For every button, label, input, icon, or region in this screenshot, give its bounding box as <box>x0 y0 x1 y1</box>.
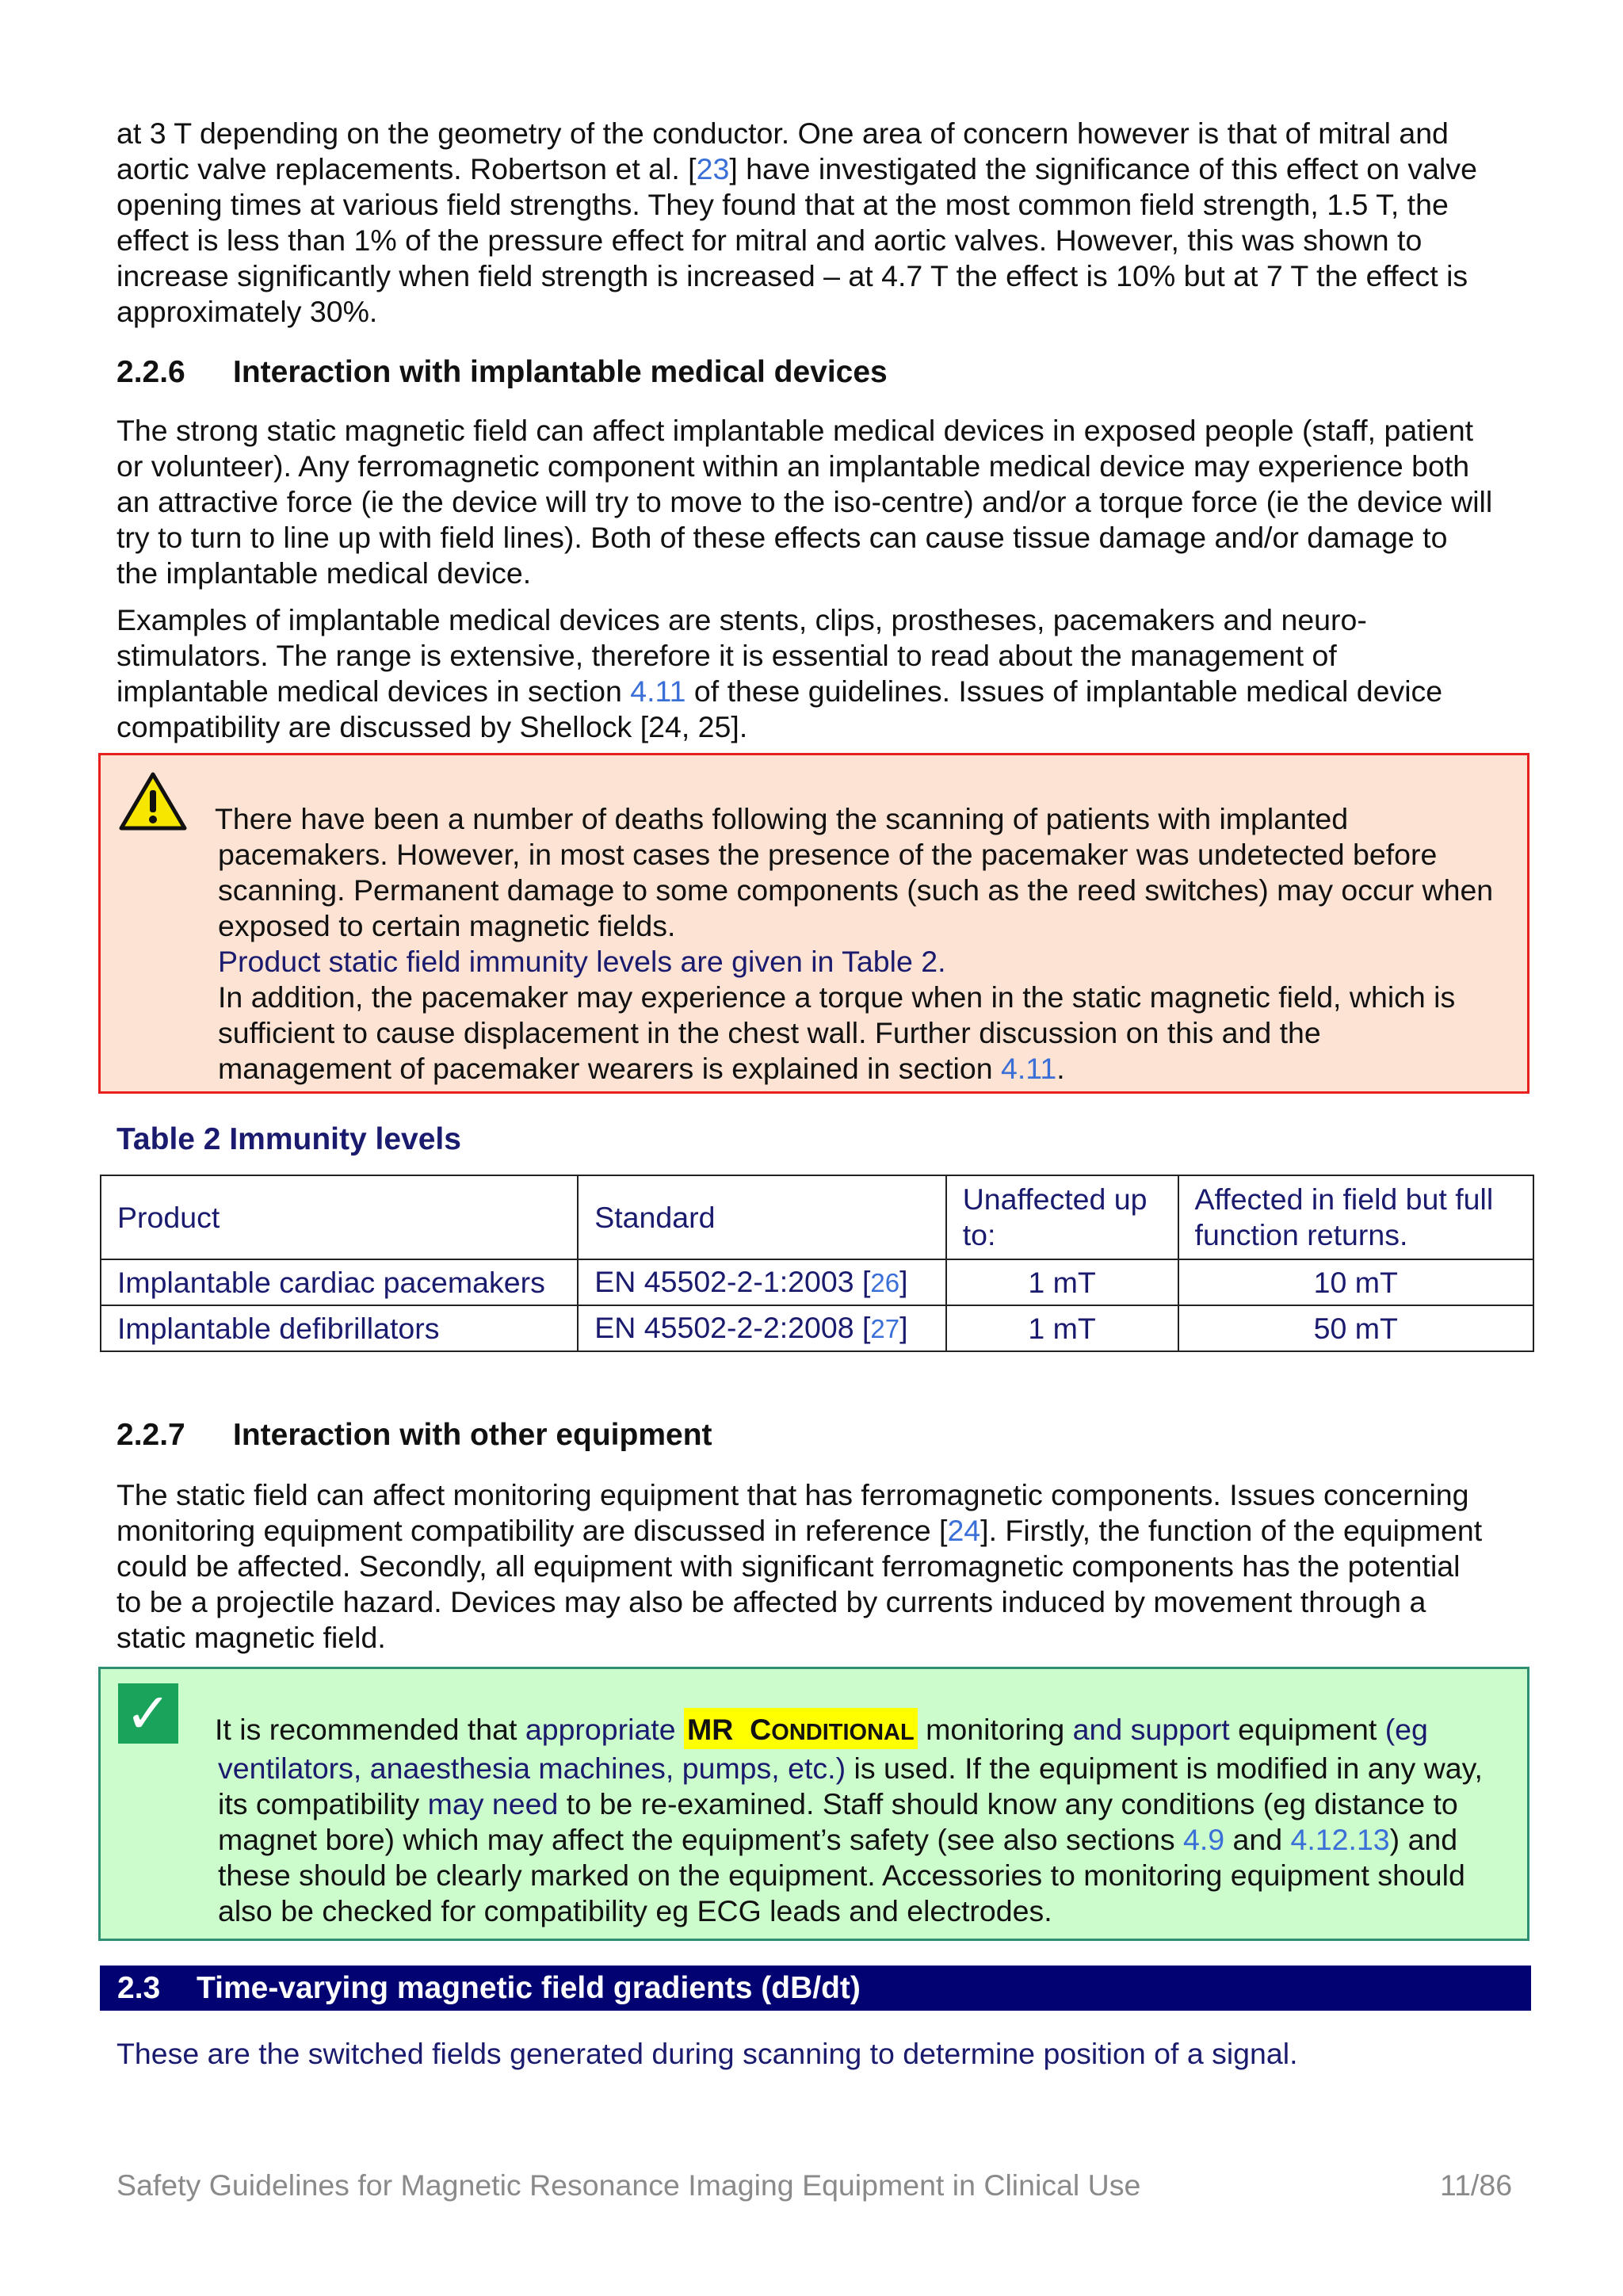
warning-line: sufficient to cause displacement in the chest wall. Further discussion on this and the <box>218 1016 1321 1049</box>
recommendation-line: these should be clearly marked on the equipment. Accessories to monitoring equipment should <box>218 1859 1465 1892</box>
paragraph-line: static magnetic field. <box>116 1621 386 1654</box>
recommendation-line: also be checked for compatibility eg ECG leads and electrodes. <box>218 1894 1052 1927</box>
header-product: Product <box>101 1175 578 1259</box>
section-link-4-12-13[interactable]: 4.12.13 <box>1290 1823 1390 1856</box>
warning-text <box>215 801 1494 1087</box>
section-title: Interaction with other equipment <box>233 1418 712 1452</box>
table-2-reference-line: Product static field immunity levels are given in Table 2. <box>218 945 946 978</box>
checkmark-icon: ✓ <box>118 1683 178 1744</box>
recommendation-line: magnet bore) which may affect the equipment’s safety (see also sections 4.9 and 4.12.13) and <box>218 1823 1458 1856</box>
warning-triangle-icon <box>118 771 188 831</box>
paragraph-line: or volunteer). Any ferromagnetic component within an implantable medical device may experience both <box>116 449 1470 483</box>
paragraph-line: compatibility are discussed by Shellock [24, 25]. <box>116 710 748 743</box>
section-heading-2-3 <box>100 1966 1531 2011</box>
recommendation-box <box>98 1667 1529 1941</box>
reference-link-24[interactable]: 24 <box>947 1514 981 1547</box>
intro-line: at 3 T depending on the geometry of the conductor. One area of concern however is that of mitral and <box>116 117 1449 150</box>
pacemaker-warning-box <box>98 753 1529 1094</box>
paragraph-line: stimulators. The range is extensive, therefore it is essential to read about the management of <box>116 639 1337 672</box>
paragraph-line: Examples of implantable medical devices are stents, clips, prostheses, pacemakers and neuro- <box>116 603 1367 636</box>
cell-standard: EN 45502-2-1:2003 [26] <box>578 1259 945 1305</box>
paragraph-line: The strong static magnetic field can affect implantable medical devices in exposed people (staff, patient <box>116 414 1474 447</box>
immunity-levels-table <box>100 1175 1534 1352</box>
paragraph-line: the implantable medical device. <box>116 556 532 590</box>
footer-title: Safety Guidelines for Magnetic Resonance Imaging Equipment in Clinical Use <box>116 2168 1141 2202</box>
reference-link-23[interactable]: 23 <box>696 152 730 185</box>
section-title: Interaction with implantable medical devices <box>233 355 888 389</box>
intro-paragraph <box>116 116 1519 330</box>
implant-paragraph-1 <box>116 413 1519 591</box>
paragraph-line: These are the switched fields generated during scanning to determine position of a signal. <box>116 2037 1298 2070</box>
recommendation-line: ventilators, anaesthesia machines, pumps, etc.) is used. If the equipment is modified in any way, <box>218 1752 1483 1785</box>
intro-line: aortic valve replacements. Robertson et al. [23] have investigated the significance of this effect on valve <box>116 152 1477 185</box>
paragraph-line: could be affected. Secondly, all equipment with significant ferromagnetic components has the potential <box>116 1549 1461 1583</box>
section-link-4-11[interactable]: 4.11 <box>630 674 686 708</box>
reference-link-26[interactable]: 26 <box>870 1268 900 1297</box>
implant-paragraph-2 <box>116 602 1519 745</box>
cell-unaffected: 1 mT <box>946 1305 1178 1351</box>
section-link-4-9[interactable]: 4.9 <box>1183 1823 1225 1856</box>
section-number: 2.2.6 <box>116 355 185 389</box>
section-number: 2.3 <box>117 1971 161 2005</box>
cell-product: Implantable defibrillators <box>101 1305 578 1351</box>
warning-line: exposed to certain magnetic fields. <box>218 909 676 942</box>
recommendation-line: It is recommended that appropriate MR CONDITIONAL monitoring and support equipment (eg <box>215 1712 1483 1751</box>
header-unaffected: Unaffected up to: <box>946 1175 1178 1259</box>
warning-line: pacemakers. However, in most cases the presence of the pacemaker was undetected before <box>218 838 1438 871</box>
table-row <box>101 1305 1533 1351</box>
cell-affected: 50 mT <box>1178 1305 1533 1351</box>
paragraph-line: an attractive force (ie the device will try to move to the iso-centre) and/or a torque force (ie the device will <box>116 485 1493 518</box>
cell-standard: EN 45502-2-2:2008 [27] <box>578 1305 945 1351</box>
paragraph-line: implantable medical devices in section 4.11 of these guidelines. Issues of implantable medical device <box>116 674 1443 708</box>
page-number: 11/86 <box>1440 2168 1513 2202</box>
table-row <box>101 1259 1533 1305</box>
table-header-row <box>101 1175 1533 1259</box>
paragraph-line: monitoring equipment compatibility are discussed in reference [24]. Firstly, the function of the equipment <box>116 1514 1483 1547</box>
intro-line: effect is less than 1% of the pressure effect for mitral and aortic valves. However, this was shown to <box>116 223 1423 257</box>
section-title: Time-varying magnetic field gradients (dB/dt) <box>197 1971 861 2005</box>
equipment-paragraph <box>116 1477 1519 1656</box>
cell-unaffected: 1 mT <box>946 1259 1178 1305</box>
mr-conditional-highlight: MR CONDITIONAL <box>684 1708 918 1749</box>
paragraph-line: try to turn to line up with field lines). Both of these effects can cause tissue damage and/or damage to <box>116 521 1448 554</box>
cell-affected: 10 mT <box>1178 1259 1533 1305</box>
recommendation-text <box>215 1712 1483 1929</box>
header-standard: Standard <box>578 1175 945 1259</box>
section-link-4-11[interactable]: 4.11 <box>1001 1052 1057 1085</box>
header-affected: Affected in field but full function returns. <box>1178 1175 1533 1259</box>
cell-product: Implantable cardiac pacemakers <box>101 1259 578 1305</box>
reference-link-27[interactable]: 27 <box>870 1314 900 1343</box>
paragraph-line: The static field can affect monitoring equipment that has ferromagnetic components. Issues concerning <box>116 1478 1469 1511</box>
warning-line: management of pacemaker wearers is explained in section 4.11. <box>218 1052 1065 1085</box>
intro-line: approximately 30%. <box>116 295 378 328</box>
section-heading-2-2-6 <box>116 353 888 392</box>
gradients-paragraph <box>116 2036 1519 2072</box>
section-number: 2.2.7 <box>116 1418 185 1452</box>
warning-line: scanning. Permanent damage to some components (such as the reed switches) may occur when <box>218 873 1494 907</box>
recommendation-line: its compatibility may need to be re-examined. Staff should know any conditions (eg distance to <box>218 1787 1458 1820</box>
warning-line: In addition, the pacemaker may experience a torque when in the static magnetic field, which is <box>218 980 1456 1014</box>
intro-line: opening times at various field strengths. They found that at the most common field strength, 1.5 T, the <box>116 188 1449 221</box>
intro-line: increase significantly when field strength is increased – at 4.7 T the effect is 10% but at 7 T the effect is <box>116 259 1468 292</box>
table-2-title: Table 2 Immunity levels <box>116 1122 461 1156</box>
warning-line: There have been a number of deaths following the scanning of patients with implanted <box>215 802 1349 835</box>
paragraph-line: to be a projectile hazard. Devices may also be affected by currents induced by movement through a <box>116 1585 1426 1618</box>
section-heading-2-2-7 <box>116 1416 712 1454</box>
